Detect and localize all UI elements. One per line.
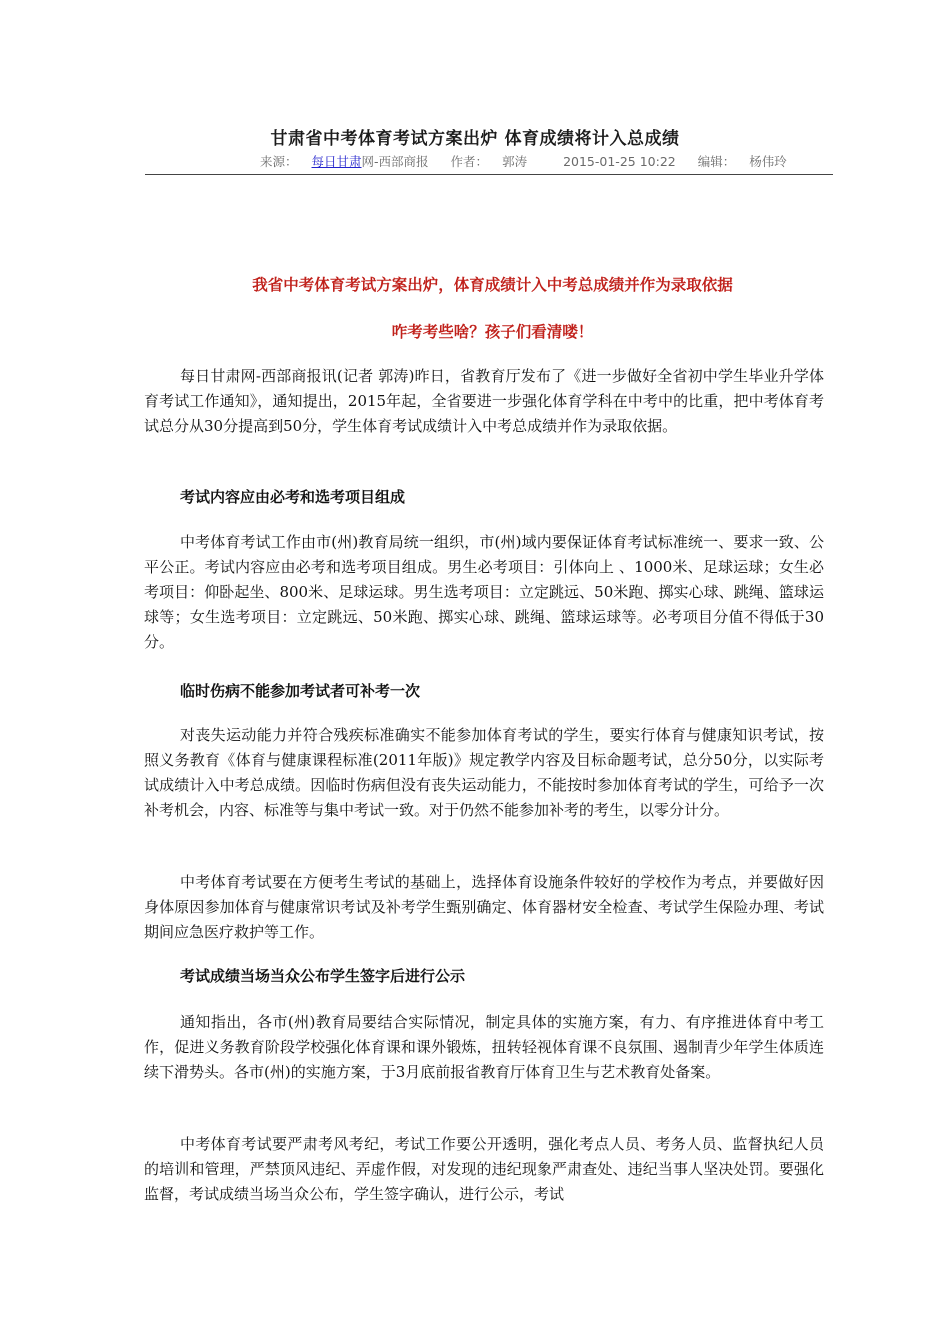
headline-primary: 我省中考体育考试方案出炉，体育成绩计入中考总成绩并作为录取依据 <box>252 276 733 294</box>
author-name: 郭涛 <box>502 154 528 169</box>
paragraph-implementation: 通知指出，各市(州)教育局要结合实际情况，制定具体的实施方案，有力、有序推进体育中考工作，促进义务教育阶段学校强化体育课和课外锻炼，扭转轻视体育课不良氛围、遏制青少年学生体质连续下滑势头。各市(州)的实施方案，于3月底前报省教育厅体育卫生与艺术教育处备案。 <box>144 1013 824 1081</box>
author-label: 作者： <box>450 154 489 169</box>
editor-name: 杨伟玲 <box>749 154 787 169</box>
paragraph-exam-content: 中考体育考试工作由市(州)教育局统一组织，市(州)域内要保证体育考试标准统一、要求一致、公平公正。考试内容应由必考和选考项目组成。男生必考项目：引体向上 、1000米、足球运球；女生必考项目：仰卧起坐、800米、足球运球。男生选考项目：立定跳远、50米跑、掷实心球、跳绳、篮球运球等；女生选考项目：立定跳远、50米跑、掷实心球、跳绳、篮球运球等。必考项目分值不得低于30分。 <box>144 533 824 651</box>
source-label: 来源： <box>260 154 298 169</box>
paragraph-exam-discipline: 中考体育考试要严肃考风考纪，考试工作要公开透明，强化考点人员、考务人员、监督执纪人员的培训和管理，严禁顶风违纪、弄虚作假，对发现的违纪现象严肃查处、违纪当事人坚决处罚。要强化监督，考试成绩当场当众公布，学生签字确认，进行公示，考试 <box>144 1135 824 1203</box>
paragraph-intro: 每日甘肃网-西部商报讯(记者 郭涛)昨日，省教育厅发布了《进一步做好全省初中学生毕业升学体育考试工作通知》，通知提出，2015年起，全省要进一步强化体育学科在中考中的比重，把中考体育考试总分从30分提高到50分，学生体育考试成绩计入中考总成绩并作为录取依据。 <box>144 367 824 435</box>
source-link[interactable]: 每日甘肃 <box>311 154 362 169</box>
subheading-results-public: 考试成绩当场当众公布学生签字后进行公示 <box>180 967 466 985</box>
publish-datetime: 2015-01-25 10:22 <box>563 154 676 169</box>
paragraph-makeup-exam: 对丧失运动能力并符合残疾标准确实不能参加体育考试的学生，要实行体育与健康知识考试，按照义务教育《体育与健康课程标准(2011年版)》规定教学内容及目标命题考试，总分50分，以实际考试成绩计入中考总成绩。因临时伤病但没有丧失运动能力，不能按时参加体育考试的学生，可给予一次补考机会，内容、标准等与集中考试一致。对于仍然不能参加补考的考生，以零分计分。 <box>144 726 824 819</box>
subheading-exam-content: 考试内容应由必考和选考项目组成 <box>180 488 406 506</box>
editor-label: 编辑： <box>697 154 736 169</box>
subheading-makeup-exam: 临时伤病不能参加考试者可补考一次 <box>180 682 421 700</box>
paragraph-exam-venue: 中考体育考试要在方便考生考试的基础上，选择体育设施条件较好的学校作为考点，并要做好因身体原因参加体育与健康常识考试及补考学生甄别确定、体育器材安全检查、考试学生保险办理、考试期间应急医疗救护等工作。 <box>144 873 824 941</box>
article-title: 甘肃省中考体育考试方案出炉 体育成绩将计入总成绩 <box>270 129 680 149</box>
meta-divider <box>145 174 833 175</box>
source-name: 网-西部商报 <box>361 154 429 169</box>
article-meta <box>260 152 787 170</box>
headline-secondary: 咋考考些啥？孩子们看清喽！ <box>391 323 594 341</box>
